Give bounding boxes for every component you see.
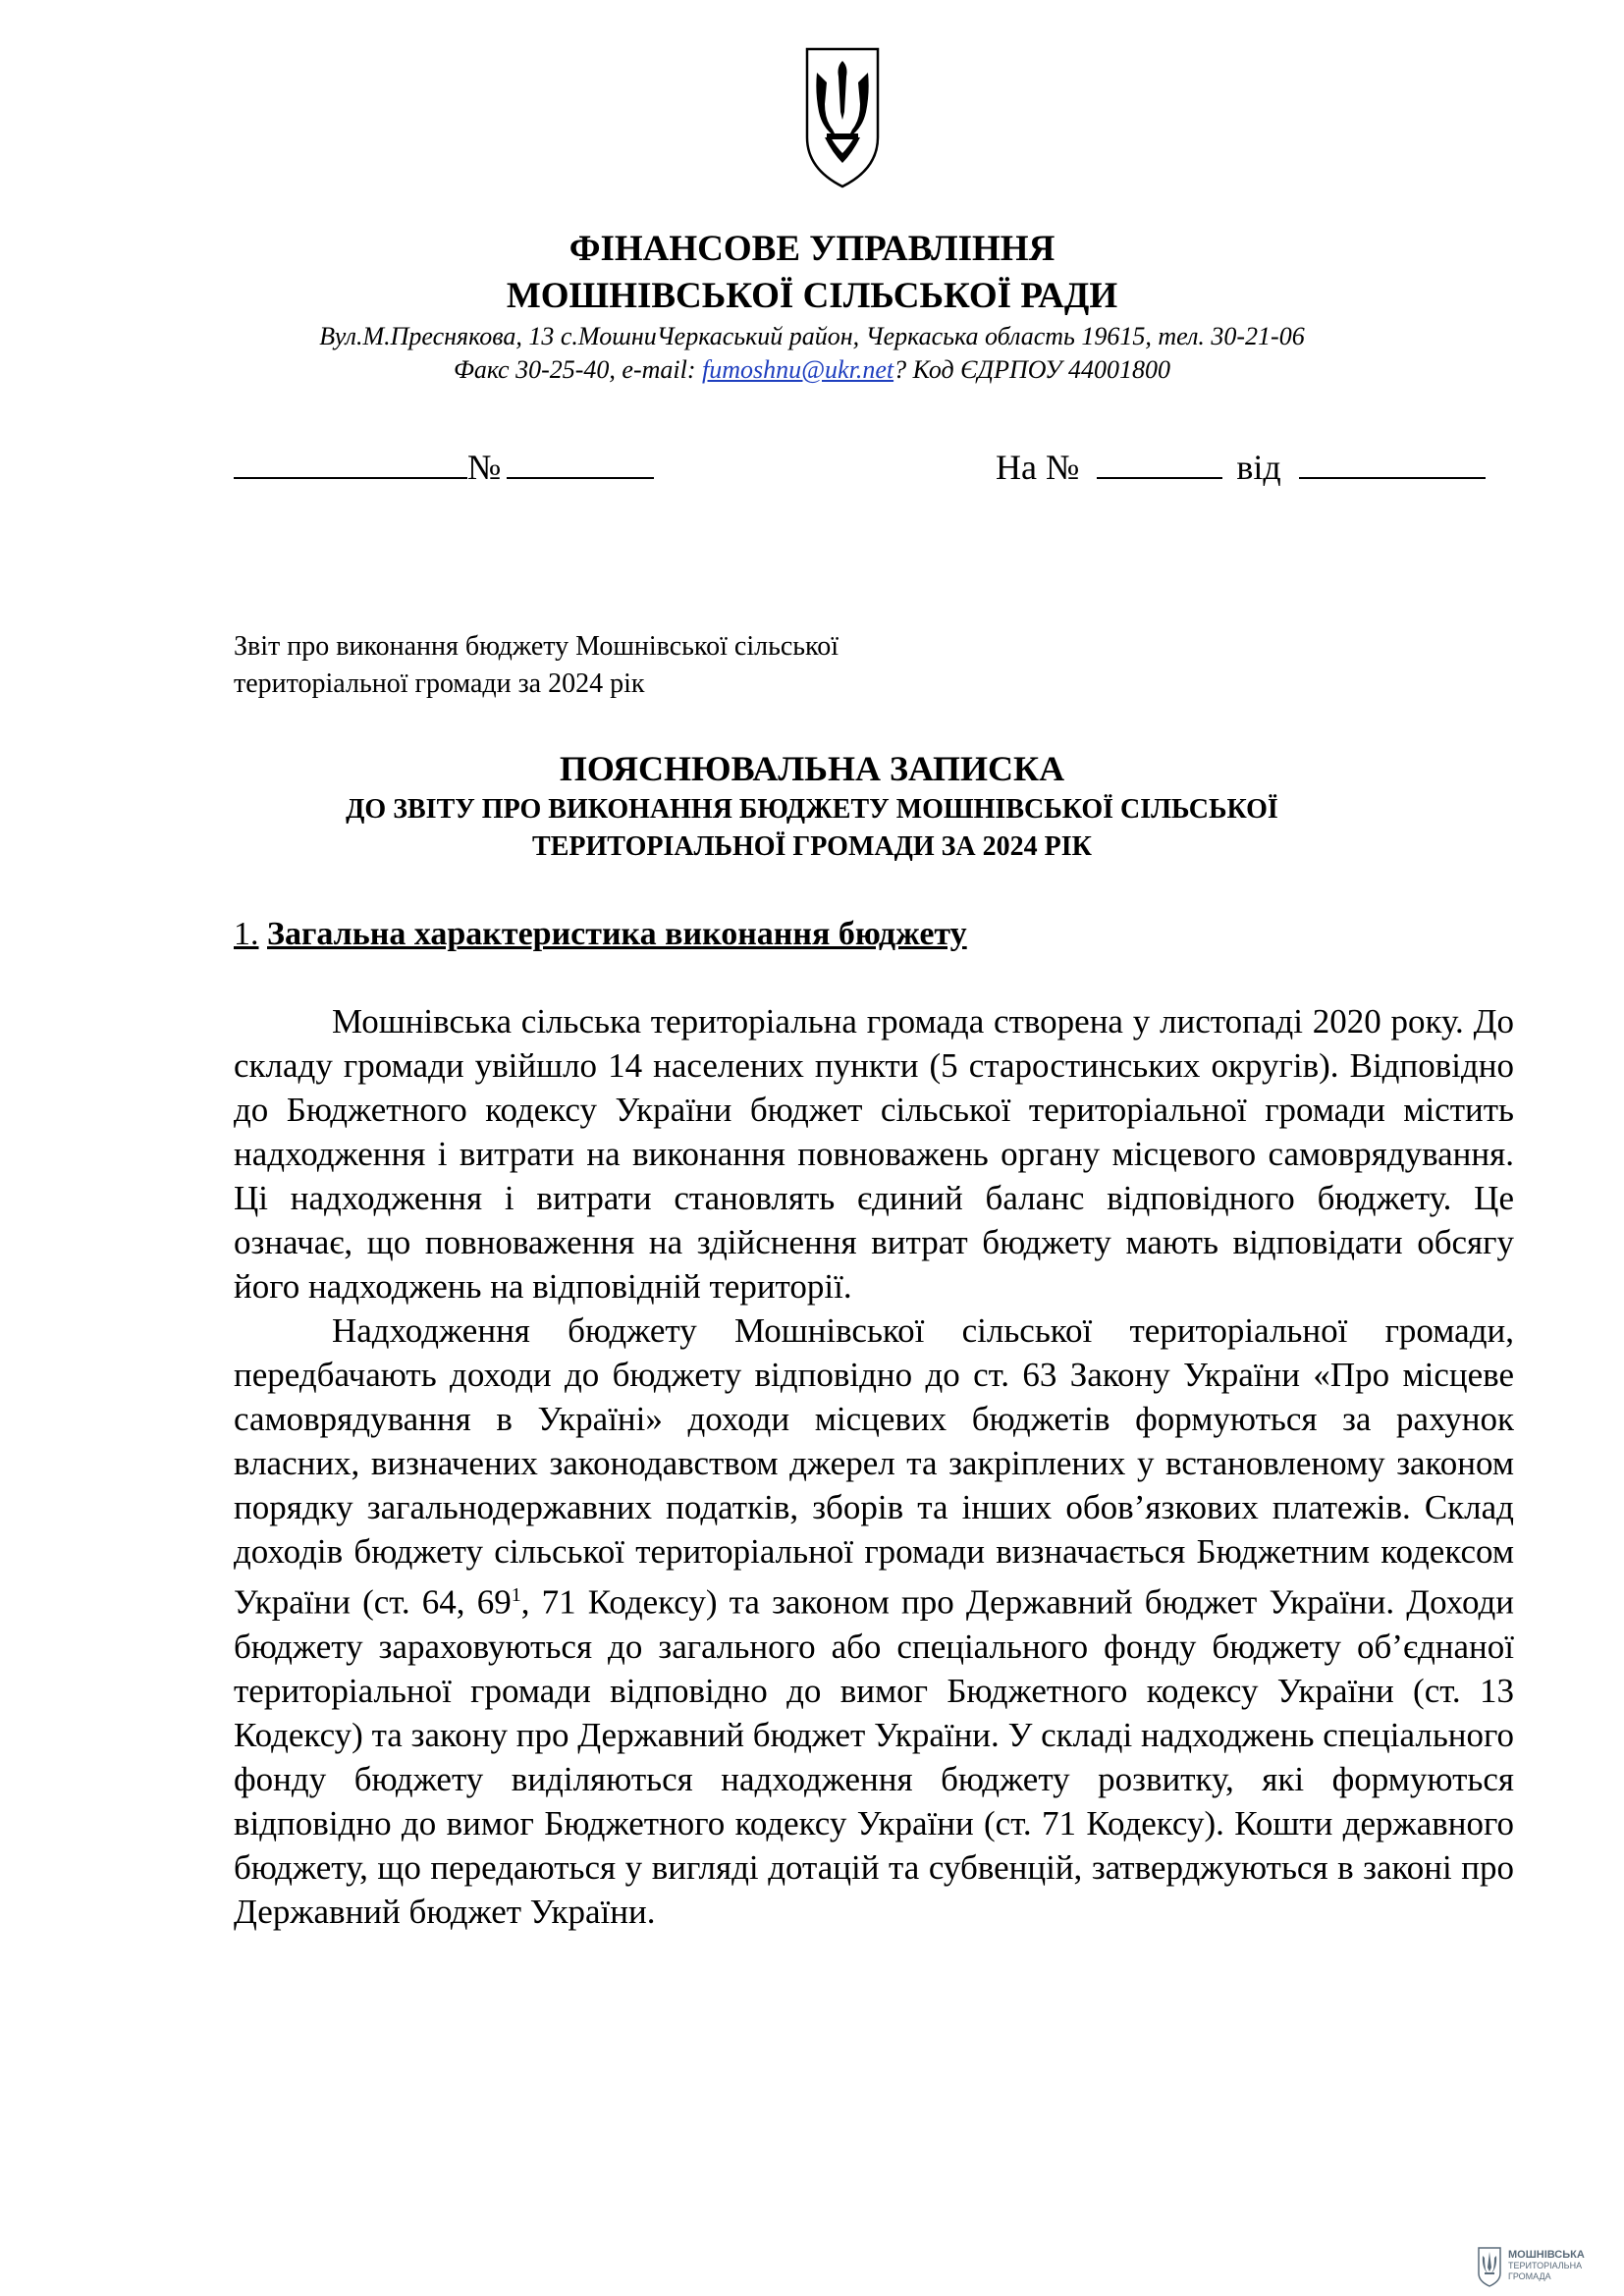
document-subtitle-line1: ДО ЗВІТУ ПРО ВИКОНАННЯ БЮДЖЕТУ МОШНІВСЬКОЇ СІЛЬСЬКОЇ: [346, 794, 1278, 825]
number-sign: №: [467, 448, 502, 487]
reply-number-label: На №: [996, 448, 1080, 487]
section-heading: [234, 913, 967, 956]
outgoing-registration: [234, 444, 660, 489]
superscript: 1: [511, 1584, 521, 1606]
paragraph: [234, 1308, 1514, 1934]
trident-coat-of-arms-icon: [803, 43, 882, 190]
from-date-blank: [1299, 444, 1486, 479]
contact-line: [0, 353, 1624, 387]
section-number: 1.: [234, 916, 259, 952]
organization-name-line2: МОШНІВСЬКОЇ СІЛЬСЬКОЇ РАДИ: [506, 276, 1118, 316]
section-body: [234, 999, 1514, 1934]
address-line: Вул.М.Преснякова, 13 с.МошниЧеркаський район, Черкаська область 19615, тел. 30-21-06: [319, 322, 1305, 350]
email-link[interactable]: fumoshnu@ukr.net: [702, 355, 894, 384]
fax-label: Факс 30-25-40, e-mail:: [453, 355, 702, 384]
watermark-text: [1508, 2250, 1585, 2282]
organization-name-line1: ФІНАНСОВЕ УПРАВЛІННЯ: [568, 229, 1056, 269]
incoming-registration: [996, 444, 1491, 489]
document-subject: [234, 628, 839, 703]
watermark-line3: ГРОМАДА: [1508, 2271, 1551, 2281]
paragraph: Мошнівська сільська територіальна громада створена у листопаді 2020 року. До складу громади увійшло 14 населених пункти (5 старостинських округів). Відповідно до Бюджетного кодексу України бюджет сільської територіальної громади містить надходження і витрати на виконання повноважень органу місцевого самоврядування. Ці надходження і витрати становлять єдиний баланс відповідного бюджету. Це означає, що повноваження на здійснення витрат бюджету мають відповідати обсягу його надходжень на відповідній території.: [234, 1002, 1514, 1306]
watermark-line1: МОШНІВСЬКА: [1508, 2249, 1585, 2261]
section-title: Загальна характеристика виконання бюджету: [267, 916, 967, 952]
document-title: ПОЯСНЮВАЛЬНА ЗАПИСКА: [559, 749, 1065, 788]
trident-icon: [1477, 2246, 1502, 2287]
edrpou-code: ? Код ЄДРПОУ 44001800: [893, 355, 1171, 384]
date-blank: [234, 444, 467, 479]
watermark-line2: ТЕРИТОРІАЛЬНА: [1508, 2261, 1583, 2270]
document-subtitle-line2: ТЕРИТОРІАЛЬНОЇ ГРОМАДИ ЗА 2024 РІК: [532, 831, 1092, 862]
community-watermark-logo: [1477, 2246, 1614, 2289]
number-blank: [507, 444, 654, 479]
paragraph-text: Надходження бюджету Мошнівської сільської територіальної громади, передбачають доходи до бюджету відповідно до ст. 63 Закону України «Про місцеве самоврядування в Україні» доходи місцевих бюджетів формуються за рахунок власних, визначених законодавством джерел та закріплених у встановленому законом порядку загальнодержавних податків, зборів та інших обов’язкових платежів. Склад доходів бюджету сільської територіальної громади визначається Бюджетним кодексом України (ст. 64, 69: [234, 1311, 1514, 1622]
subject-line2: територіальної громади за 2024 рік: [234, 668, 645, 699]
paragraph-text: , 71 Кодексу) та законом про Державний бюджет України. Доходи бюджету зараховуються до загального або спеціального фонду бюджету об’єднаної територіальної громади відповідно до вимог Бюджетного кодексу України (ст. 13 Кодексу) та закону про Державний бюджет України. У складі надходжень спеціального фонду бюджету виділяються надходження бюджету розвитку, які формуються відповідно до вимог Бюджетного кодексу України (ст. 71 Кодексу). Кошти державного бюджету, що передаються у вигляді дотацій та субвенцій, затверджуються в законі про Державний бюджет України.: [234, 1582, 1514, 1931]
subject-line1: Звіт про виконання бюджету Мошнівської сільської: [234, 631, 839, 662]
reply-number-blank: [1097, 444, 1222, 479]
from-label: від: [1236, 448, 1281, 487]
